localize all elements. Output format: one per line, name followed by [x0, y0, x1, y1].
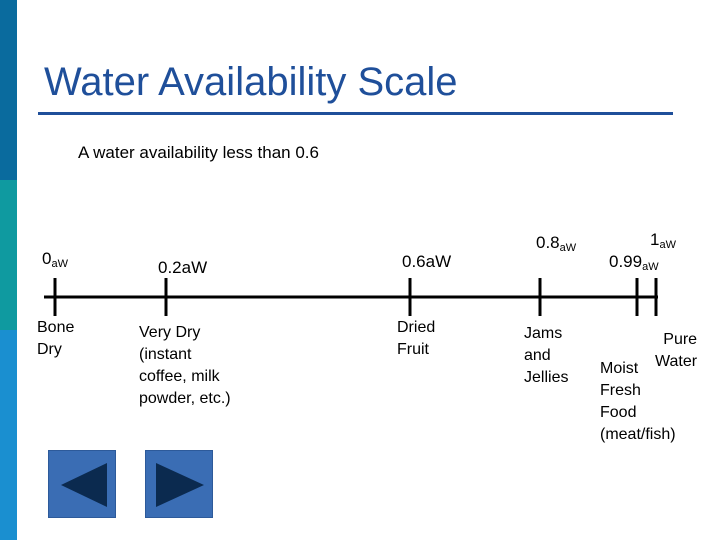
description-line: Dry: [37, 341, 62, 358]
marker-value: 1: [650, 230, 660, 249]
description-line: Very Dry: [139, 324, 201, 341]
marker-description-0-2: [139, 322, 231, 410]
description-line: Water: [655, 353, 698, 370]
marker-unit: aW: [425, 252, 452, 271]
marker-description-0: [37, 317, 74, 361]
marker-label-0: [42, 249, 68, 271]
previous-slide-button[interactable]: [48, 450, 116, 518]
marker-unit: aW: [559, 242, 577, 254]
description-line: Fresh: [600, 382, 641, 399]
marker-value: 0.2: [158, 258, 182, 277]
marker-unit: aW: [51, 258, 68, 270]
description-line: Jams: [524, 325, 563, 342]
marker-unit: aW: [659, 239, 676, 251]
marker-label-1: [650, 230, 676, 252]
marker-description-0-8: [524, 323, 568, 389]
accent-bar-top: [0, 0, 17, 180]
marker-value: 0: [42, 249, 52, 268]
marker-value: 0.8: [536, 233, 560, 252]
description-line: Jellies: [524, 369, 569, 386]
description-line: (meat/fish): [600, 426, 676, 443]
description-line: powder, etc.): [139, 390, 231, 407]
slide-subtitle: A water availability less than 0.6: [78, 143, 319, 162]
marker-value: 0.99: [609, 252, 643, 271]
marker-value: 0.6: [402, 252, 426, 271]
description-line: and: [524, 347, 551, 364]
marker-label-0-2: [158, 258, 207, 278]
description-line: Fruit: [397, 341, 429, 358]
marker-unit: aW: [181, 258, 208, 277]
accent-bar-bottom: [0, 330, 17, 540]
description-line: Pure: [663, 331, 698, 348]
description-line: (instant: [139, 346, 192, 363]
description-line: Food: [600, 404, 637, 421]
marker-label-0-6: [402, 252, 451, 272]
marker-description-0-6: [397, 317, 435, 361]
marker-unit: aW: [642, 261, 659, 273]
triangle-left-icon: [49, 451, 117, 519]
accent-bar-middle: [0, 180, 17, 330]
description-line: coffee, milk: [139, 368, 220, 385]
description-line: Bone: [37, 319, 75, 336]
marker-description-1: [655, 329, 697, 373]
triangle-right-icon: [146, 451, 214, 519]
description-line: Moist: [600, 360, 639, 377]
title-underline: [38, 112, 673, 115]
slide-title: Water Availability Scale: [44, 60, 458, 104]
description-line: Dried: [397, 319, 436, 336]
next-slide-button[interactable]: [145, 450, 213, 518]
left-accent-bar: [0, 0, 17, 540]
marker-label-0-8: [536, 233, 576, 255]
marker-label-0-99: [609, 252, 659, 274]
